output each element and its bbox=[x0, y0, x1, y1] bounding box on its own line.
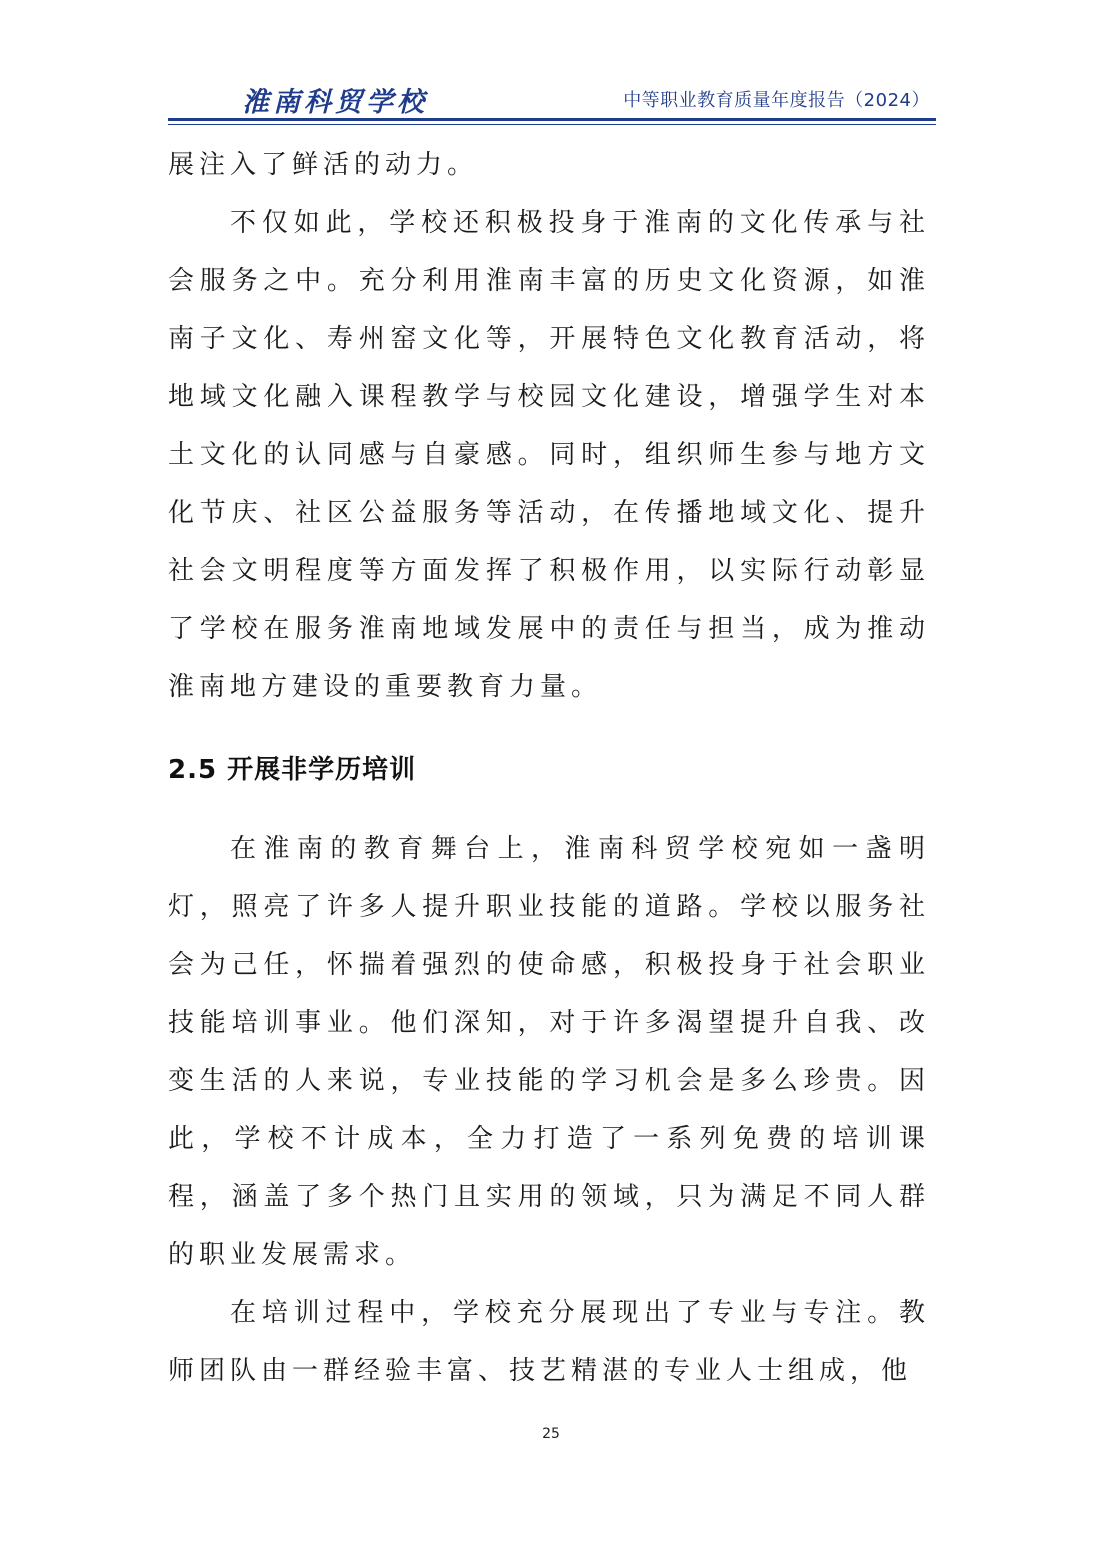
header-rule-thin bbox=[168, 124, 936, 125]
report-title: 中等职业教育质量年度报告（2024） bbox=[623, 90, 930, 111]
header-rule-thick bbox=[168, 118, 936, 121]
paragraph-training-intro: 在淮南的教育舞台上，淮南科贸学校宛如一盏明灯，照亮了许多人提升职业技能的道路。学校以服务社会为己任，怀揣着强烈的使命感，积极投身于社会职业技能培训事业。他们深知，对于许多渴望提升自我、改变生活的人来说，专业技能的学习机会是多么珍贵。因此，学校不计成本，全力打造了一系列免费的培训课程，涵盖了多个热门且实用的领域，只为满足不同人群的职业发展需求。 bbox=[168, 834, 930, 1270]
paragraph-continuation: 展注入了鲜活的动力。 bbox=[168, 150, 479, 180]
page-number: 25 bbox=[542, 1426, 560, 1442]
paragraph-culture-service: 不仅如此，学校还积极投身于淮南的文化传承与社会服务之中。充分利用淮南丰富的历史文化资源，如淮南子文化、寿州窑文化等，开展特色文化教育活动，将地域文化融入课程教学与校园文化建设，增强学生对本土文化的认同感与自豪感。同时，组织师生参与地方文化节庆、社区公益服务等活动，在传播地域文化、提升社会文明程度等方面发挥了积极作用，以实际行动彰显了学校在服务淮南地域发展中的责任与担当，成为推动淮南地方建设的重要教育力量。 bbox=[168, 208, 930, 702]
paragraph-training-process: 在培训过程中，学校充分展现出了专业与专注。教师团队由一群经验丰富、技艺精湛的专业人士组成，他 bbox=[168, 1298, 930, 1386]
page-body bbox=[168, 136, 930, 1400]
page-header bbox=[168, 78, 936, 122]
school-name-logo: 淮南科贸学校 bbox=[242, 87, 428, 118]
section-heading: 2.5 开展非学历培训 bbox=[168, 755, 417, 785]
